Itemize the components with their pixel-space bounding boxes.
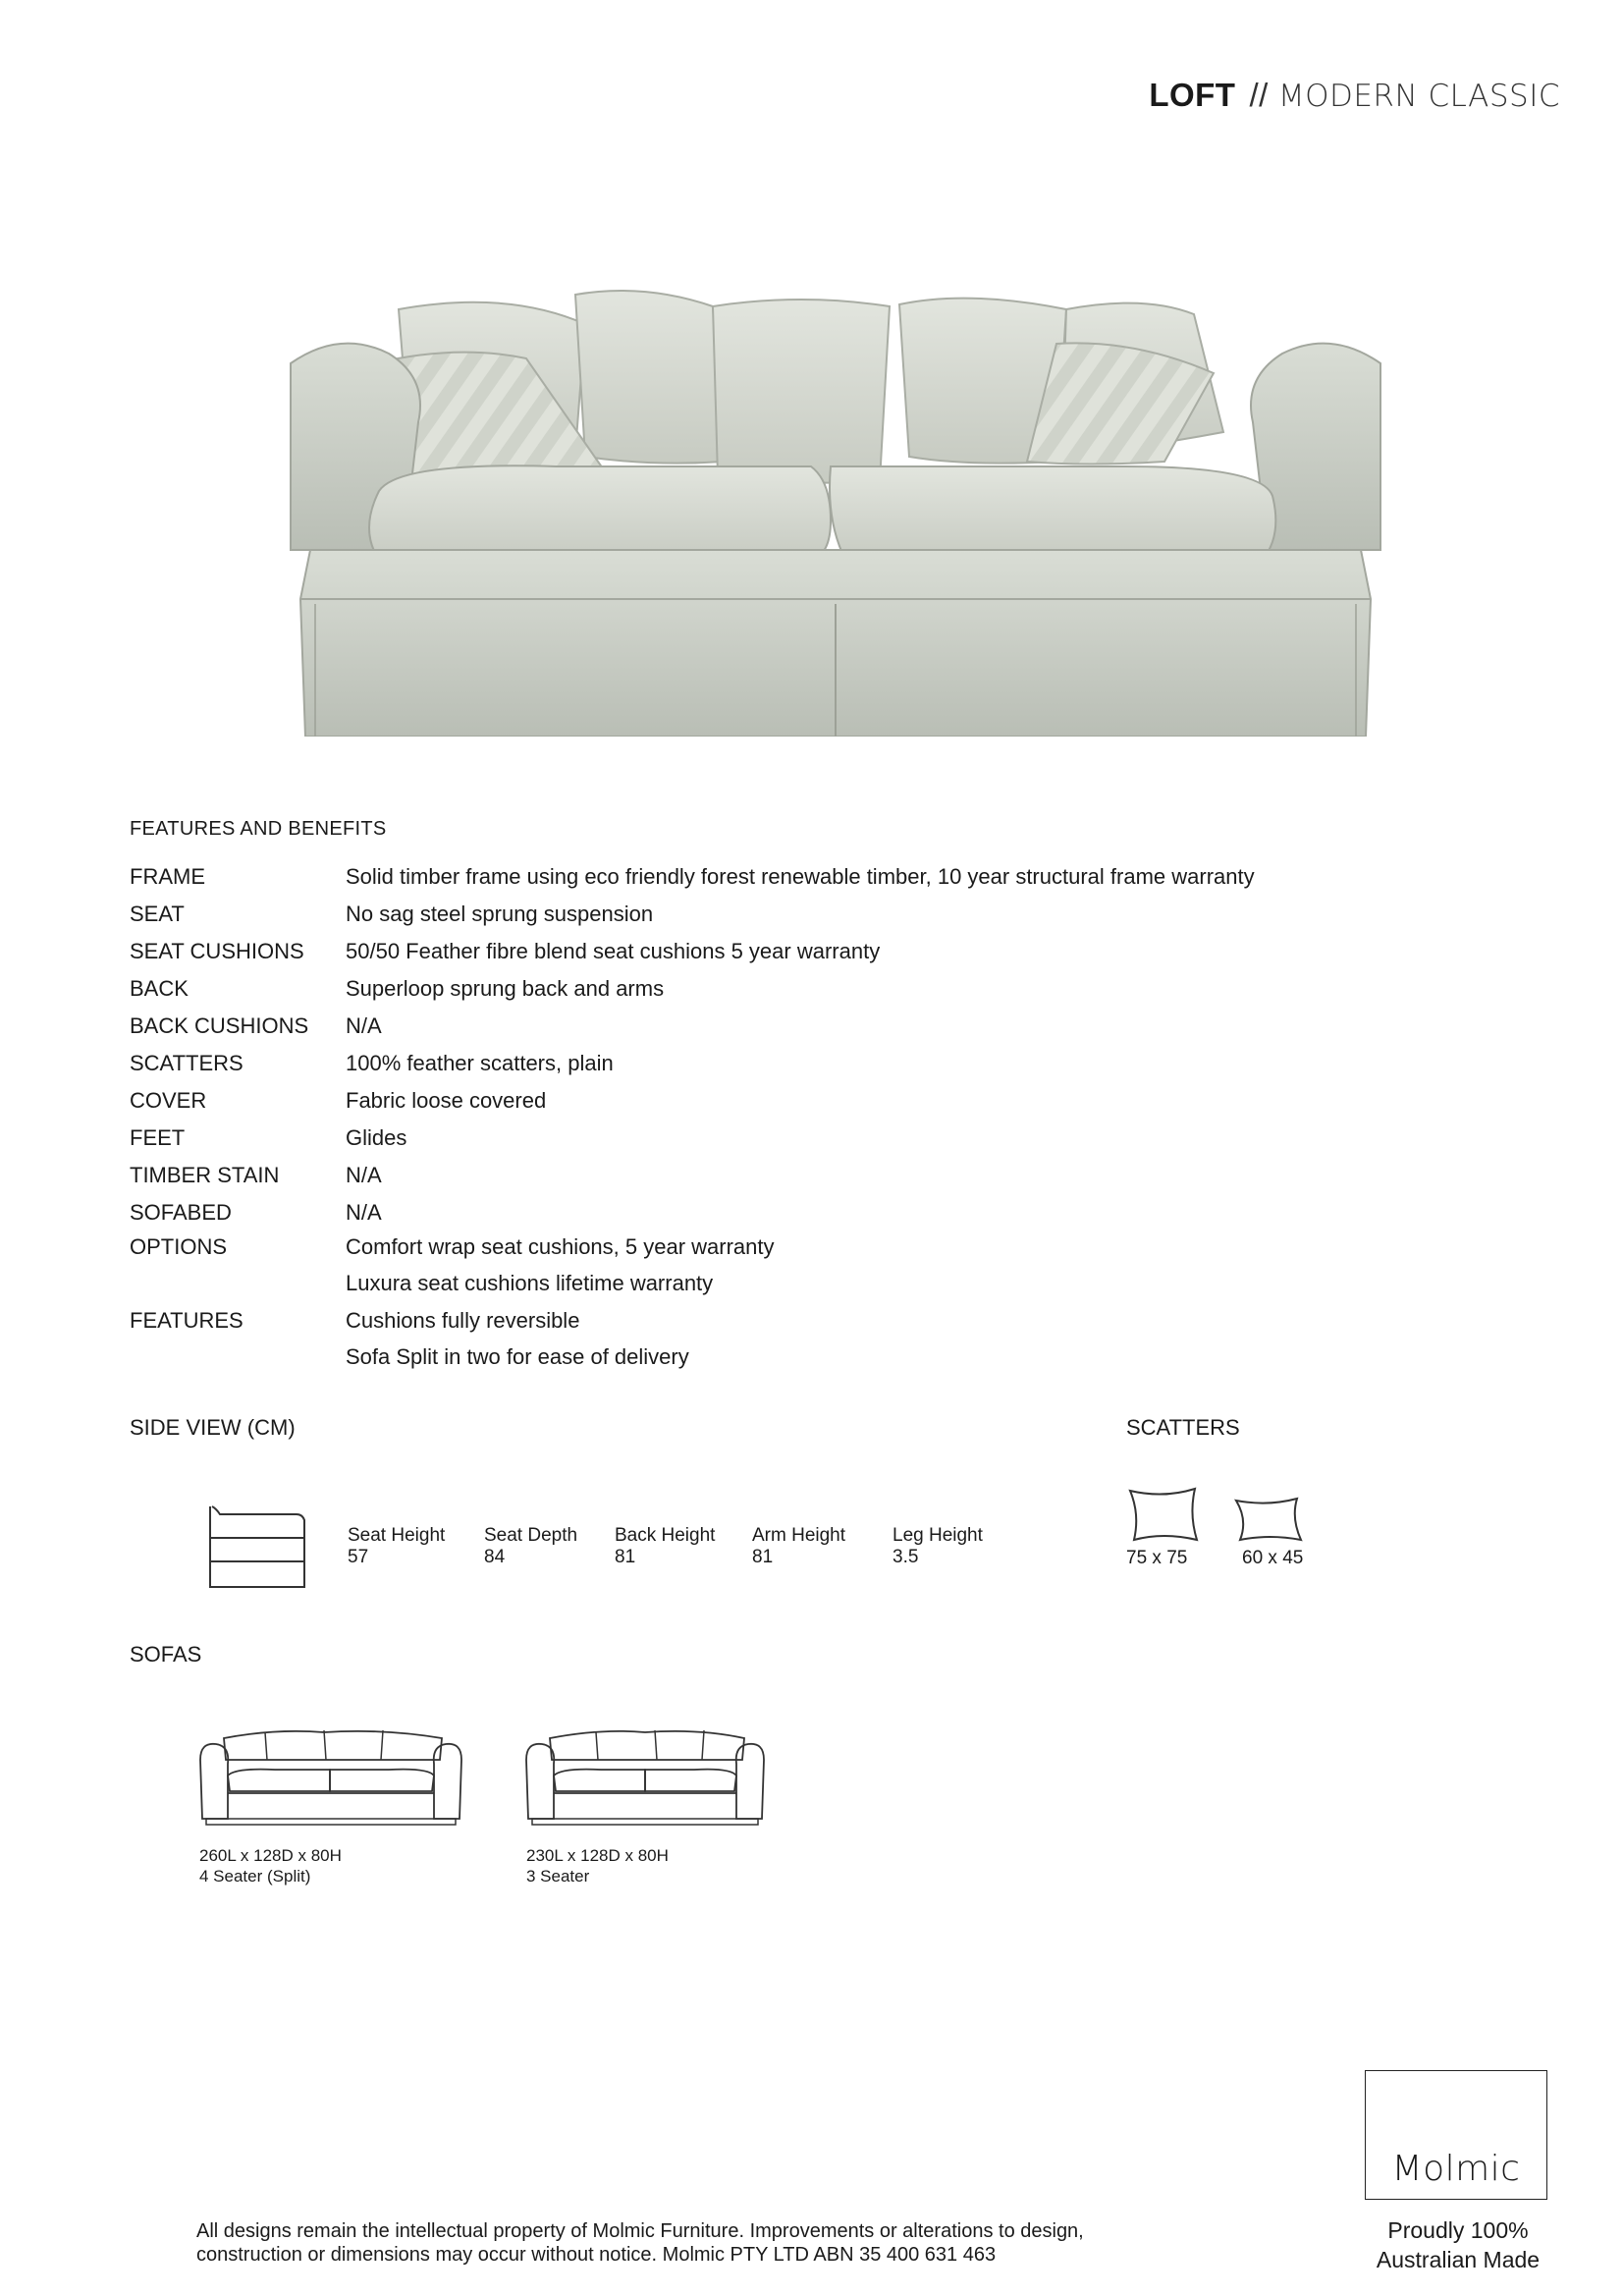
side-view-icon xyxy=(206,1503,308,1591)
footer-line: construction or dimensions may occur without notice. Molmic PTY LTD ABN 35 400 631 463 xyxy=(196,2244,997,2266)
feature-label: SEAT xyxy=(130,902,185,926)
dimension-value: 3.5 xyxy=(893,1547,919,1567)
feature-row xyxy=(130,1051,1406,1076)
dimension xyxy=(893,1525,1010,1568)
sofa-3-seater-icon xyxy=(522,1721,768,1829)
feature-label: OPTIONS xyxy=(130,1234,228,1259)
footer-line: All designs remain the intellectual property of Molmic Furniture. Improvements or alterations to design, xyxy=(196,2220,1084,2242)
product-name: LOFT xyxy=(1149,77,1236,113)
feature-row xyxy=(130,976,1406,1002)
feature-row xyxy=(130,1125,1406,1151)
feature-label: FEATURES xyxy=(130,1308,243,1333)
feature-row xyxy=(130,1163,1406,1188)
options-row xyxy=(130,1234,1406,1299)
feature-label: BACK xyxy=(130,976,189,1001)
feature-value xyxy=(346,1234,1406,1299)
scatter-size: 75 x 75 xyxy=(1126,1548,1188,1568)
side-view-dimensions xyxy=(348,1525,1010,1568)
logo-text: Molmic xyxy=(1391,2149,1521,2189)
feature-label: SEAT CUSHIONS xyxy=(130,939,304,963)
feature-value: Fabric loose covered xyxy=(346,1088,547,1113)
sofa-name: 3 Seater xyxy=(526,1867,590,1886)
feature-value: 50/50 Feather fibre blend seat cushions 5 year warranty xyxy=(346,939,881,963)
feature-value: N/A xyxy=(346,1200,382,1225)
feature-line: Cushions fully reversible xyxy=(346,1308,580,1333)
header-separator: // xyxy=(1249,77,1269,113)
features-title: FEATURES AND BENEFITS xyxy=(130,818,387,840)
dimension-label: Seat Depth xyxy=(484,1525,578,1546)
side-view-title: SIDE VIEW (CM) xyxy=(130,1415,296,1440)
page-header xyxy=(1149,77,1560,114)
collection-name: MODERN CLASSIC xyxy=(1277,79,1560,114)
molmic-logo xyxy=(1365,2070,1547,2200)
sofa-dimensions: 230L x 128D x 80H xyxy=(526,1846,669,1865)
feature-value: No sag steel sprung suspension xyxy=(346,902,654,926)
feature-label: TIMBER STAIN xyxy=(130,1163,280,1187)
dimension-label: Arm Height xyxy=(752,1525,846,1546)
feature-label: SOFABED xyxy=(130,1200,232,1225)
feature-value: 100% feather scatters, plain xyxy=(346,1051,614,1075)
sofa-caption xyxy=(526,1845,669,1886)
option-line: Luxura seat cushions lifetime warranty xyxy=(346,1271,714,1295)
feature-row xyxy=(130,939,1406,964)
tagline-line: Proudly 100% xyxy=(1387,2217,1529,2243)
dimension-label: Back Height xyxy=(615,1525,716,1546)
feature-label: BACK CUSHIONS xyxy=(130,1013,309,1038)
made-in-australia-tagline xyxy=(1355,2215,1561,2274)
scatter-cushion-rect-icon xyxy=(1232,1495,1305,1544)
dimension xyxy=(348,1525,484,1568)
features-row xyxy=(130,1308,1406,1373)
features-table xyxy=(130,864,1406,1385)
dimension-value: 81 xyxy=(752,1547,774,1567)
option-line: Comfort wrap seat cushions, 5 year warranty xyxy=(346,1234,775,1259)
scatter-size: 60 x 45 xyxy=(1242,1548,1304,1568)
feature-value: N/A xyxy=(346,1163,382,1187)
sofa-4-seater-icon xyxy=(196,1721,465,1829)
legal-footer xyxy=(196,2219,1296,2267)
feature-value: Superloop sprung back and arms xyxy=(346,976,665,1001)
dimension xyxy=(484,1525,615,1568)
feature-value: Glides xyxy=(346,1125,407,1150)
feature-row xyxy=(130,864,1406,890)
sofa-caption xyxy=(199,1845,342,1886)
feature-label: FRAME xyxy=(130,864,205,889)
scatter-cushion-square-icon xyxy=(1126,1485,1201,1544)
dimension xyxy=(752,1525,893,1568)
dimension-value: 81 xyxy=(615,1547,636,1567)
feature-label: COVER xyxy=(130,1088,207,1113)
feature-value xyxy=(346,1308,1406,1373)
feature-value: Solid timber frame using eco friendly forest renewable timber, 10 year structural frame warranty xyxy=(346,864,1255,889)
sofa-name: 4 Seater (Split) xyxy=(199,1867,311,1886)
feature-label: SCATTERS xyxy=(130,1051,243,1075)
sofa-dimensions: 260L x 128D x 80H xyxy=(199,1846,342,1865)
feature-row xyxy=(130,1088,1406,1114)
feature-line: Sofa Split in two for ease of delivery xyxy=(346,1344,689,1369)
tagline-line: Australian Made xyxy=(1376,2247,1541,2272)
dimension-label: Leg Height xyxy=(893,1525,983,1546)
dimension xyxy=(615,1525,752,1568)
sofa-product-image xyxy=(281,285,1390,737)
scatters-title: SCATTERS xyxy=(1126,1415,1240,1440)
dimension-value: 84 xyxy=(484,1547,506,1567)
feature-label: FEET xyxy=(130,1125,186,1150)
dimension-value: 57 xyxy=(348,1547,369,1567)
sofas-title: SOFAS xyxy=(130,1642,202,1667)
dimension-label: Seat Height xyxy=(348,1525,446,1546)
feature-value: N/A xyxy=(346,1013,382,1038)
feature-row xyxy=(130,902,1406,927)
feature-row xyxy=(130,1013,1406,1039)
feature-row xyxy=(130,1200,1406,1226)
